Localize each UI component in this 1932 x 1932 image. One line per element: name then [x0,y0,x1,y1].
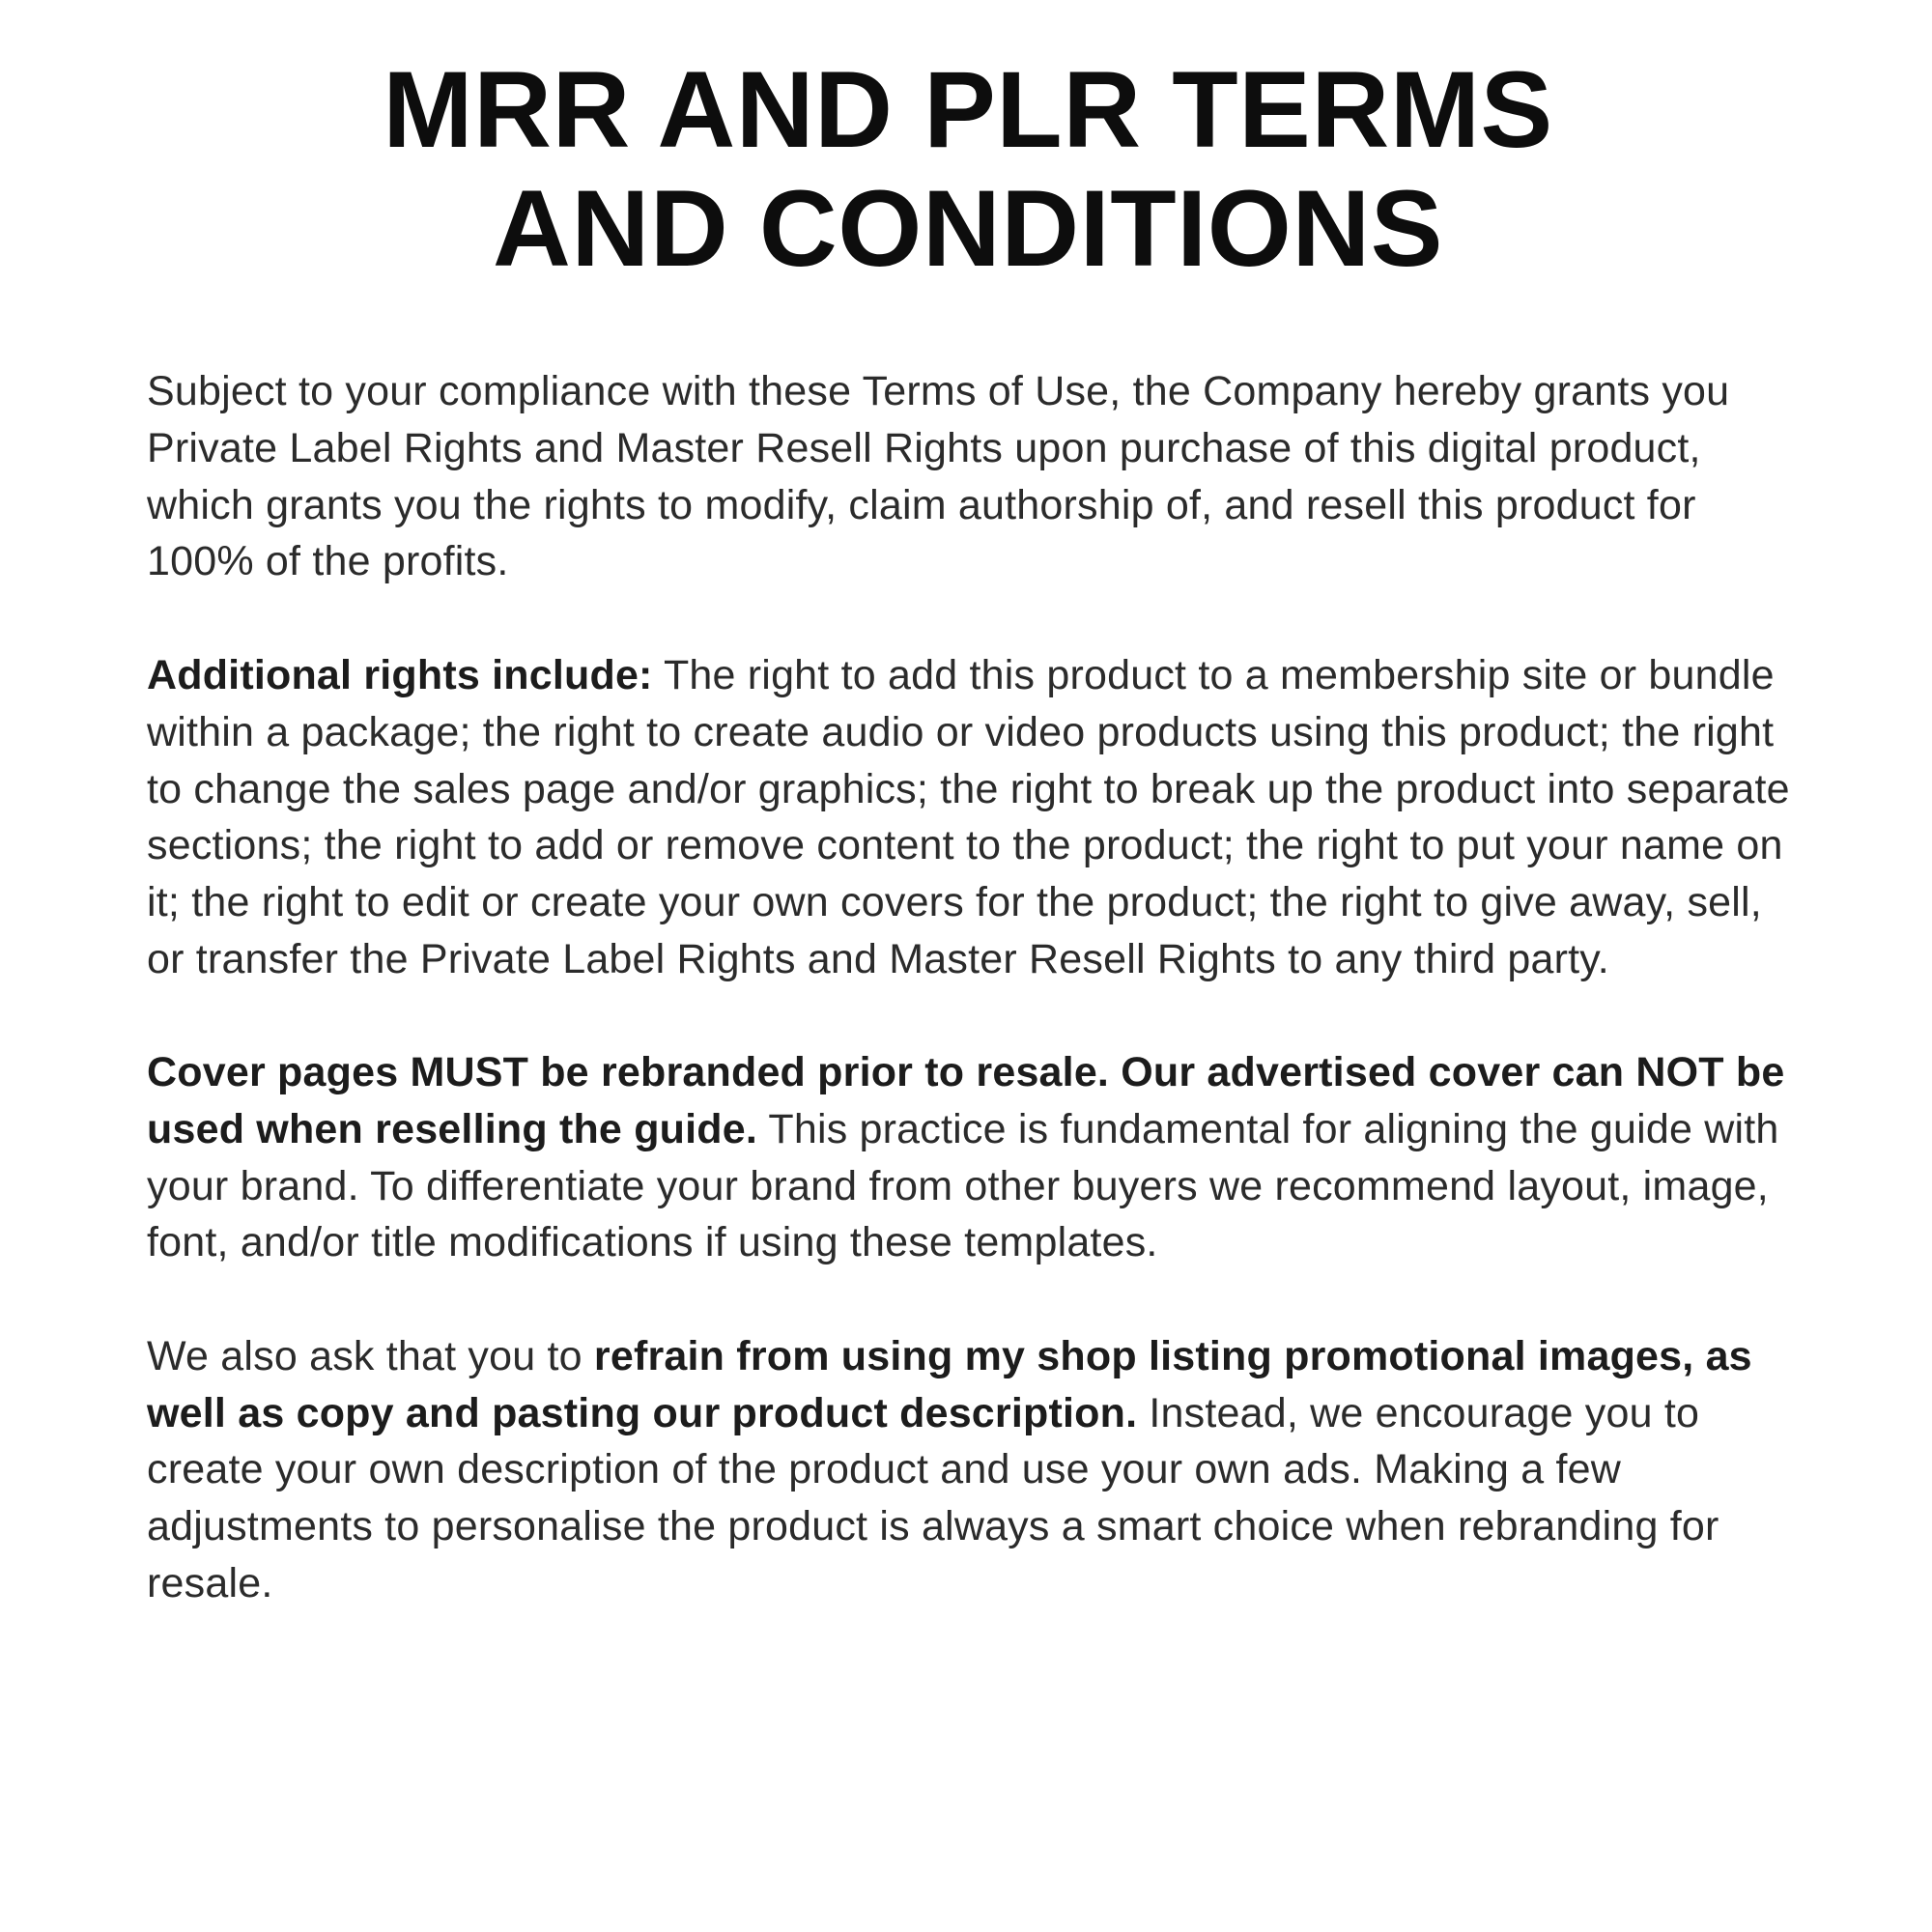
paragraph-text: Instead, we encourage you to create your own description of the product and use your own ads. Making a few adjustments to personalise the product is always a smart choice when rebranding for resale. [147,1389,1719,1606]
paragraph-bold-text: refrain from using my shop listing promotional images, as well as copy and pasting our product description. [147,1333,1752,1436]
paragraph-text: This practice is fundamental for aligning the guide with your brand. To differentiate your brand from other buyers we recommend layout, image, font, and/or title modifications if using these templates. [147,1105,1779,1266]
paragraph-text: We also ask that you to [147,1333,594,1379]
paragraph-bold-text: Additional rights include: [147,652,653,699]
paragraph-bold-text: Cover pages MUST be rebranded prior to resale. Our advertised cover can NOT be used when reselling the guide. [147,1049,1785,1152]
terms-body [147,363,1799,1611]
terms-paragraph-grant [147,363,1799,590]
paragraph-text: The right to add this product to a membership site or bundle within a package; the right to create audio or video products using this product; the right to change the sales page and/or graphics; the right to break up the product into separate sections; the right to add or remove content to the product; the right to put your name on it; the right to edit or create your own covers for the product; the right to give away, sell, or transfer the Private Label Rights and Master Resell Rights to any third party. [147,652,1790,982]
page-title-line-2: AND CONDITIONS [493,168,1443,290]
terms-paragraph-cover-rebrand [147,1044,1799,1271]
paragraph-text: Subject to your compliance with these Terms of Use, the Company hereby grants you Private Label Rights and Master Resell Rights upon purchase of this digital product, which grants you the rights to modify, claim authorship of, and resell this product for 100% of the profits. [147,368,1730,585]
terms-paragraph-promo-images [147,1328,1799,1611]
terms-paragraph-additional-rights [147,647,1799,987]
page-title-line-1: MRR AND PLR TERMS [383,49,1553,170]
page-title [147,50,1789,363]
